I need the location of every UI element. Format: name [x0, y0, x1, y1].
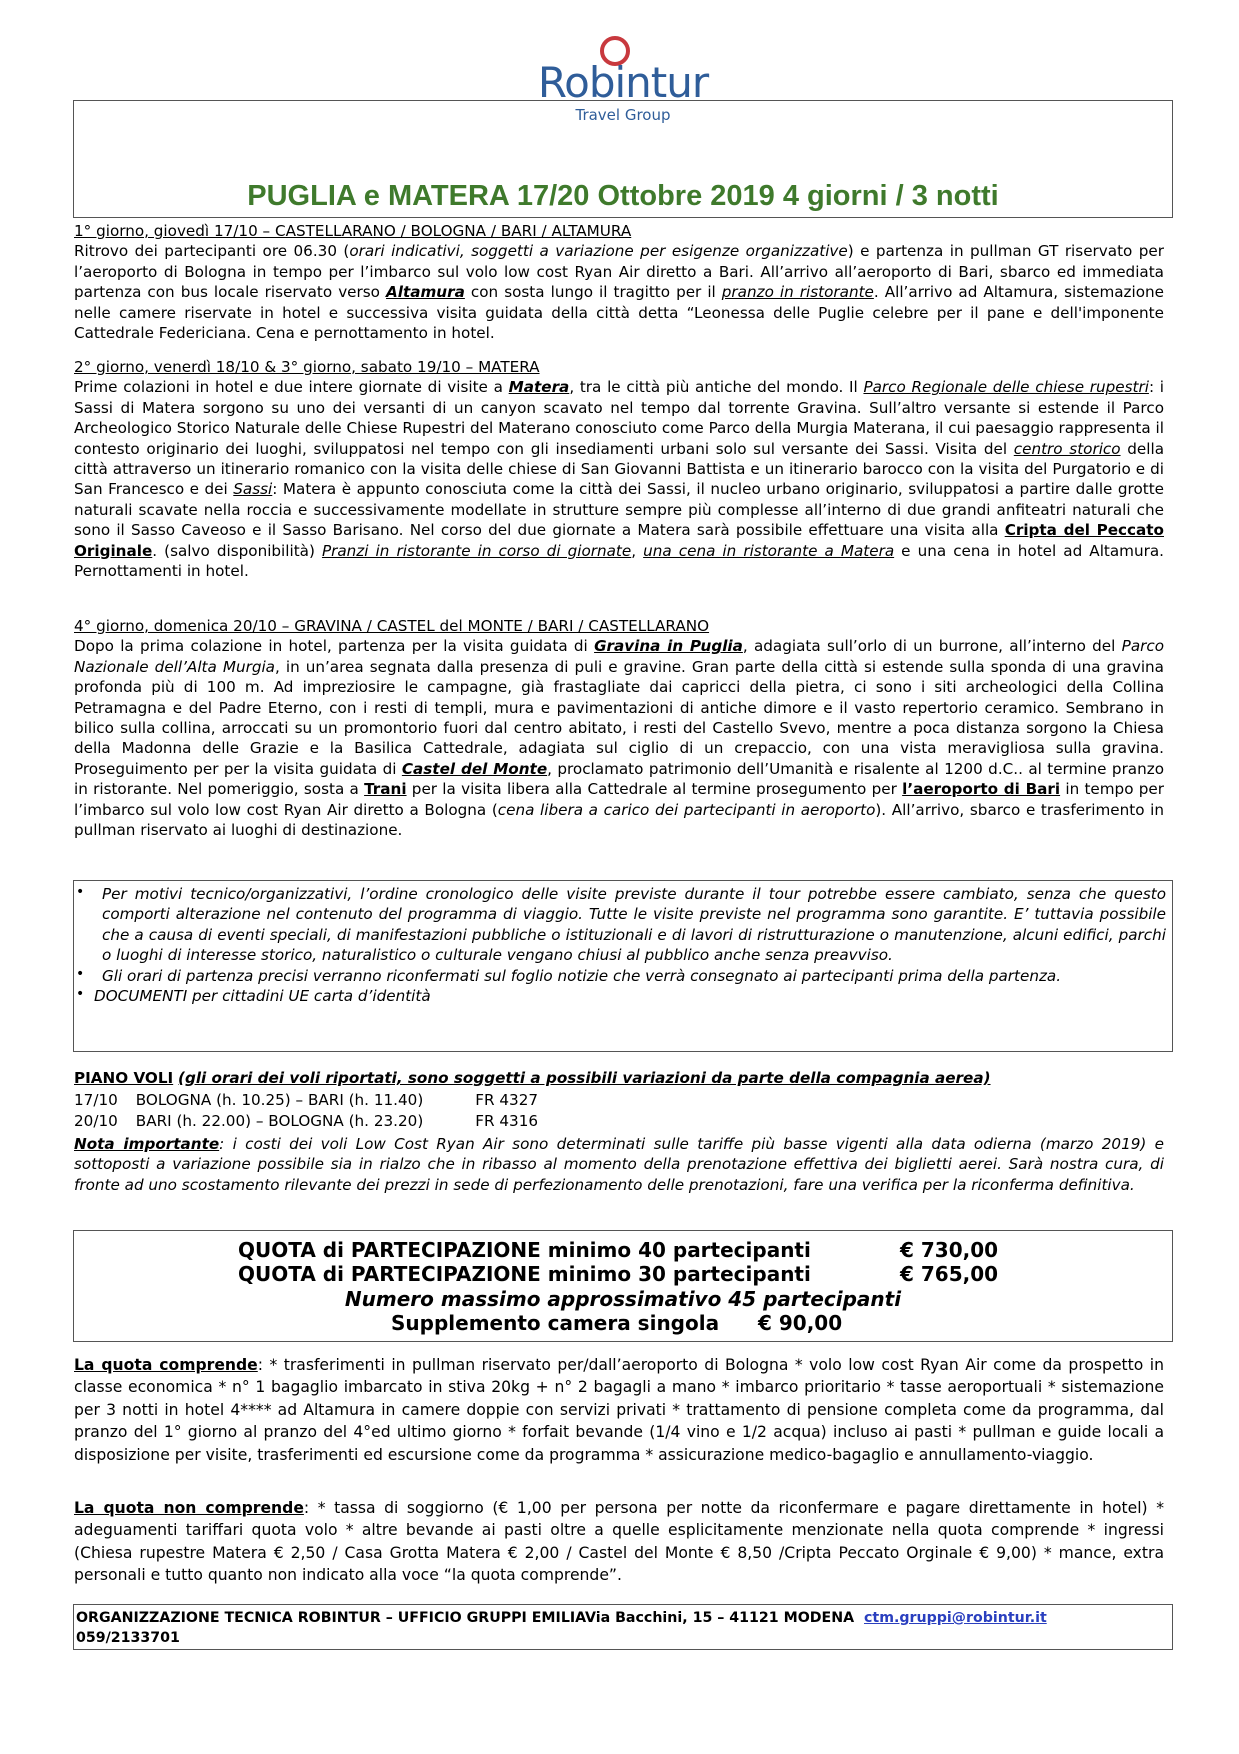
notes-list: [76, 884, 1166, 1006]
quote-40-label: QUOTA di PARTECIPAZIONE minimo 40 partecipanti: [238, 1238, 811, 1262]
day1-section: [74, 221, 1164, 343]
single-supplement-price: € 90,00: [758, 1311, 843, 1335]
footer-email-link[interactable]: ctm.gruppi@robintur.it: [864, 1610, 1047, 1626]
footer-phone: 059/2133701: [76, 1630, 180, 1646]
flight-row: 17/10 BOLOGNA (h. 10.25) – BARI (h. 11.40) FR 4327: [74, 1091, 539, 1109]
logo-brand: Robintur: [537, 58, 709, 107]
altamura-link: Altamura: [386, 283, 465, 302]
day4-section: [74, 616, 1164, 840]
day23-text: Prime colazioni in hotel e due intere giornate di visite a Matera, tra le città più antiche del mondo. Il Parco Regionale delle chiese rupestri: i Sassi di Matera sorgono su uno dei versanti di un canyon scavato nel tempo dal torrente Gravina. Sull’altro versante si estende il Parco Archeologico Storico Naturale delle Chiese Rupestri del Materano conosciuto come Parco della Murgia Materana, il cui paesaggio rappresenta il contesto originario dei luoghi, sviluppatosi nel tempo con gli insediamenti urbani solo sul versante dei Sassi. Visita del centro storico della città attraverso un itinerario romanico con la visita delle chiese di San Giovanni Battista e un itinerario barocco con la visita del Purgatorio e di San Francesco e dei Sassi: Matera è appunto conosciuta come la città dei Sassi, il nucleo urbano originario, sviluppatosi a partire dalle grotte naturali scavate nella roccia e successivamente modellate in strutture sempre più complesse all’interno di due grandi anfiteatri naturali che sono il Sasso Caveoso e il Sasso Barisano. Nel corso del due giornate a Matera sarà possibile effettuare una visita alla Cripta del Peccato Originale. (salvo disponibilità) Pranzi in ristorante in corso di giornate, una cena in ristorante a Matera e una cena in hotel ad Altamura. Pernottamenti in hotel.: [74, 378, 1164, 581]
excludes-section: La quota non comprende: * tassa di soggiorno (€ 1,00 per persona per notte da riconfermare e pagare direttamente in hotel) * adeguamenti tariffari quota volo * altre bevande ai pasti oltre a quelle esplicitamente menzionate nella quota comprende * ingressi (Chiesa rupestre Matera € 2,50 / Casa Grotta Matera € 2,00 / Castel del Monte € 8,50 /Cripta Peccato Orginale € 9,00) * mance, extra personali e tutto quanto non indicato alla voce “la quota comprende”.: [74, 1499, 1164, 1585]
footer-address: Via Bacchini, 15 – 41121 MODENA: [585, 1610, 855, 1626]
footer-org: ORGANIZZAZIONE TECNICA ROBINTUR – UFFICIO GRUPPI EMILIA: [76, 1610, 587, 1626]
logo-subtitle: Travel Group: [575, 106, 671, 124]
day4-heading: 4° giorno, domenica 20/10 – GRAVINA / CASTEL del MONTE / BARI / CASTELLARANO: [74, 617, 710, 635]
robintur-logo: [528, 30, 718, 130]
bullet-icon: •: [76, 986, 85, 1003]
page-title: PUGLIA e MATERA 17/20 Ottobre 2019 4 giorni / 3 notti: [247, 180, 999, 212]
day23-heading: 2° giorno, venerdì 18/10 & 3° giorno, sabato 19/10 – MATERA: [74, 358, 540, 376]
day23-section: [74, 357, 1164, 581]
note-item: • DOCUMENTI per cittadini UE carta d’identità: [76, 986, 431, 1006]
bullet-icon: •: [76, 884, 85, 900]
note-item: • Per motivi tecnico/organizzativi, l’ordine cronologico delle visite previste durante il tour potrebbe essere cambiato, senza che questo comporti alterazione nel contenuto del programma di viaggio. Tutte le visite previste nel programma sono garantite. E’ tuttavia possibile che a causa di eventi speciali, di manifestazioni pubbliche o istituzionali e di lavori di ristrutturazione o manutenzione, alcuni edifici, parchi o luoghi di interesse storico, naturalistico o culturale vengano chiusi al pubblico anche senza preavviso.: [76, 884, 1166, 965]
includes-section: La quota comprende: * trasferimenti in pullman riservato per/dall’aeroporto di Bologna * volo low cost Ryan Air come da prospetto in classe economica * n° 1 bagaglio imbarcato in stiva 20kg + n° 2 bagagli a mano * imbarco prioritario * tasse aeroportuali * sistemazione per 3 notti in hotel 4**** ad Altamura in camere doppie con servizi privati * trattamento di pensione completa come da programma, dal pranzo del 1° giorno al pranzo del 4°ed ultimo giorno * forfait bevande (1/4 vino e 1/2 acqua) incluso ai pasti * pullman e guide locali a disposizione per visite, trasferimenti ed escursione come da programma * assicurazione medico-bagaglio e annullamento-viaggio.: [74, 1356, 1164, 1464]
day1-heading: 1° giorno, giovedì 17/10 – CASTELLARANO / BOLOGNA / BARI / ALTAMURA: [74, 222, 632, 240]
flights-section: [74, 1068, 1164, 1088]
quote-30-price: € 765,00: [900, 1262, 999, 1286]
flights-note: Nota importante: i costi dei voli Low Cost Ryan Air sono determinati sulle tariffe più basse vigenti alla data odierna (marzo 2019) e sottoposti a variazione possibile sia in rialzo che in ribasso al momento della prenotazione effettiva dei biglietti aerei. Sarà nostra cura, di fronte ad uno scostamento rilevante dei prezzi in sede di perfezionamento delle prenotazioni, fare una verifica per la riconferma definitiva.: [74, 1135, 1164, 1194]
flight-row: 20/10 BARI (h. 22.00) – BOLOGNA (h. 23.20) FR 4316: [74, 1112, 539, 1130]
quote-40-price: € 730,00: [900, 1238, 999, 1262]
bullet-icon: •: [76, 965, 85, 982]
quote-max: Numero massimo approssimativo 45 partecipanti: [344, 1287, 902, 1311]
single-supplement-label: Supplemento camera singola: [391, 1311, 720, 1335]
quote-30-label: QUOTA di PARTECIPAZIONE minimo 30 partecipanti: [238, 1262, 811, 1286]
day4-text: Dopo la prima colazione in hotel, partenza per la visita guidata di Gravina in Puglia, adagiata sull’orlo di un burrone, all’interno del Parco Nazionale dell’Alta Murgia, in un’area segnata dalla presenza di puli e gravine. Gran parte della città si estende sulla sponda di una gravina profonda più di 100 m. Ad impreziosire le campagne, già frastagliate dai capricci della pietra, ci sono i siti archeologici della Collina Petramagna e del Padre Eterno, con i resti di templi, mura e pavimentazioni di antiche dimore e il vasto repertorio ceramico. Sembrano in bilico sulla collina, arroccati su un promontorio fuori dal centro abitato, i resti del Castello Svevo, mentre a poca distanza sorgono la Chiesa della Madonna delle Grazie e la Basilica Cattedrale, adagiata sul ciglio di un crepaccio, con una vista meravigliosa sulla gravina. Proseguimento per per la visita guidata di Castel del Monte, proclamato patrimonio dell’Umanità e risalente al 1200 d.C.. al termine pranzo in ristorante. Nel pomeriggio, sosta a Trani per la visita libera alla Cattedrale al termine prosegumento per l’aeroporto di Bari in tempo per l’imbarco sul volo low cost Ryan Air diretto a Bologna (cena libera a carico dei partecipanti in aeroporto). All’arrivo, sbarco e trasferimento in pullman riservato ai luoghi di destinazione.: [74, 637, 1165, 840]
flights-heading: PIANO VOLI (gli orari dei voli riportati, sono soggetti a possibili variazioni da parte della compagnia aerea): [74, 1069, 991, 1087]
day1-text: Ritrovo dei partecipanti ore 06.30 (orari indicativi, soggetti a variazione per esigenze organizzative) e partenza in pullman GT riservato per l’aeroporto di Bologna in tempo per l’imbarco sul volo low cost Ryan Air diretto a Bari. All’arrivo all’aeroporto di Bari, sbarco ed immediata partenza con bus locale riservato verso Altamura con sosta lungo il tragitto per il pranzo in ristorante. All’arrivo ad Altamura, sistemazione nelle camere riservate in hotel e successiva visita guidata della città detta “Leonessa delle Puglie celebre per il pane e dell'imponente Cattedrale Federiciana. Cena e pernottamento in hotel.: [74, 242, 1164, 343]
note-item: • Gli orari di partenza precisi verranno riconfermati sul foglio notizie che verrà consegnato ai partecipanti prima della partenza.: [76, 965, 1062, 985]
